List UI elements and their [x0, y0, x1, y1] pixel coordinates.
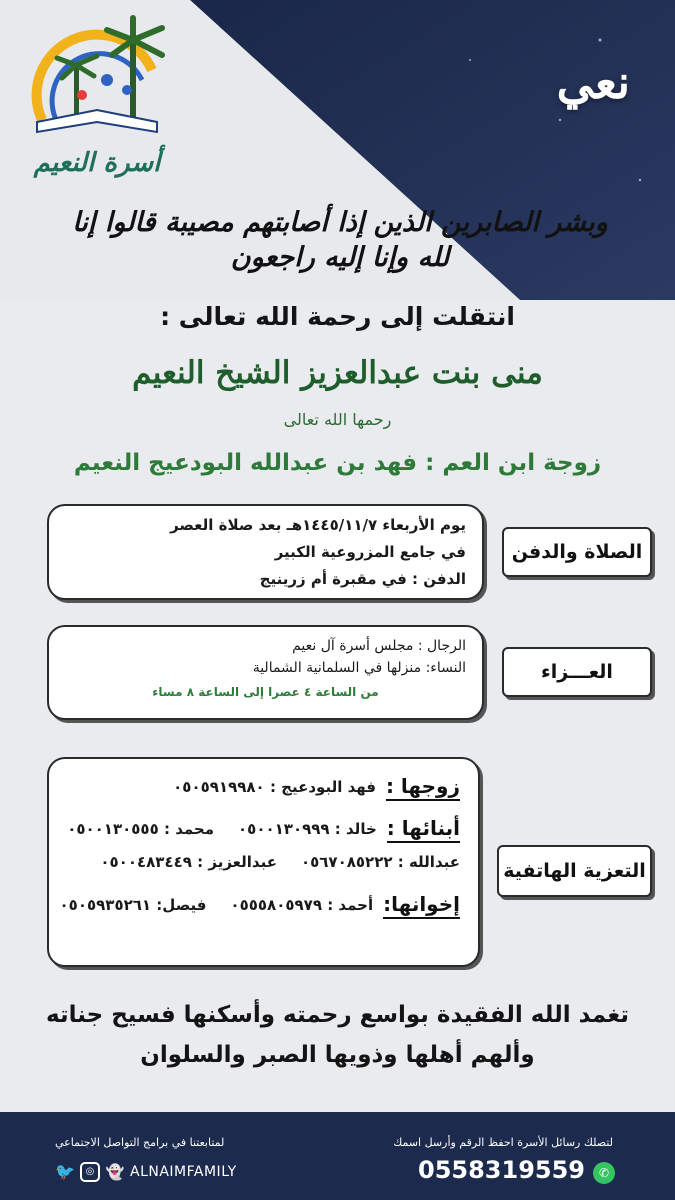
husband-phone: فهد البودعيج : ٠٥٠٥٩١٩٩٨٠: [173, 778, 376, 796]
condolence-details: [47, 625, 484, 720]
social-handle[interactable]: ALNAIMFAMILY: [130, 1164, 237, 1180]
snapchat-icon[interactable]: 👻: [105, 1163, 125, 1181]
twitter-icon[interactable]: 🐦: [55, 1162, 75, 1181]
husband-key: زوجها :: [386, 773, 460, 801]
phone-condolence-label-text: التعزية الهاتفية: [503, 860, 646, 882]
men-condolence: الرجال : مجلس أسرة آل نعيم: [292, 638, 466, 654]
phone-condolence-details: [47, 757, 480, 967]
deceased-name: منى بنت عبدالعزيز الشيخ النعيم: [132, 355, 543, 391]
condolence-label-text: العـــزاء: [541, 661, 613, 683]
sons-phone-row-1: [61, 815, 460, 843]
phone-condolence-label: [497, 845, 652, 897]
prayer-burial-details: [47, 504, 484, 600]
instagram-icon[interactable]: ◎: [80, 1162, 100, 1182]
brother-phone: أحمد : ٠٥٥٥٨٠٥٩٧٩: [230, 896, 374, 914]
closing-line-2: وألهم أهلها وذويها الصبر والسلوان: [140, 1042, 535, 1068]
son-phone: عبدالله : ٠٥٦٧٠٨٥٢٢٢: [300, 853, 460, 871]
husband-phone-row: [61, 773, 460, 801]
prayer-burial-label: [502, 527, 652, 577]
closing-line-1: تغمد الله الفقيدة بواسع رحمته وأسكنها فسيح جناته: [46, 1002, 629, 1028]
brothers-phone-row: [61, 891, 460, 919]
messages-label: لتصلك رسائل الأسرة احفظ الرقم وأرسل اسمك: [393, 1136, 613, 1149]
brothers-key: إخوانها:: [383, 891, 460, 919]
sons-phone-row-2: [61, 849, 460, 875]
son-phone: خالد : ٠٥٠٠١٣٠٩٩٩: [238, 820, 377, 838]
logo-text: أسرة النعيم: [33, 148, 161, 178]
whatsapp-icon[interactable]: ✆: [593, 1162, 615, 1184]
prayer-burial-label-text: الصلاة والدفن: [511, 541, 643, 563]
family-phone[interactable]: 0558319559: [418, 1156, 585, 1184]
condolence-label: [502, 647, 652, 697]
son-phone: محمد : ٠٥٠٠١٣٠٥٥٥: [67, 820, 215, 838]
announcement-intro: انتقلت إلى رحمة الله تعالى :: [160, 302, 515, 331]
prayer-time: يوم الأربعاء ١٤٤٥/١١/٧هـ بعد صلاة العصر: [170, 516, 466, 534]
quran-verse: وبشر الصابرين الذين إذا أصابتهم مصيبة قالوا إنا لله وإنا إليه راجعون: [72, 207, 608, 274]
footer: [0, 1112, 675, 1200]
condolence-hours: من الساعة ٤ عصرا إلى الساعة ٨ مساء: [152, 685, 379, 699]
sons-key: أبنائها :: [387, 815, 460, 843]
women-condolence: النساء: منزلها في السلمانية الشمالية: [252, 660, 466, 676]
son-phone: عبدالعزيز : ٠٥٠٠٤٨٣٤٤٩: [100, 853, 277, 871]
page-title: نعي: [556, 55, 630, 109]
brother-phone: فيصل: ٠٥٠٥٩٣٥٢٦١: [59, 896, 207, 914]
prayer-phrase: رحمها الله تعالى: [283, 410, 392, 429]
logo-emblem-icon: [12, 10, 182, 150]
burial-location: الدفن : في مقبرة أم زرينيج: [259, 570, 466, 588]
husband-line: زوجة ابن العم : فهد بن عبدالله البودعيج النعيم: [73, 450, 602, 476]
family-logo: [12, 10, 182, 185]
social-label: لمتابعتنا في برامج التواصل الاجتماعي: [55, 1136, 225, 1149]
prayer-location: في جامع المزروعية الكبير: [274, 543, 466, 561]
